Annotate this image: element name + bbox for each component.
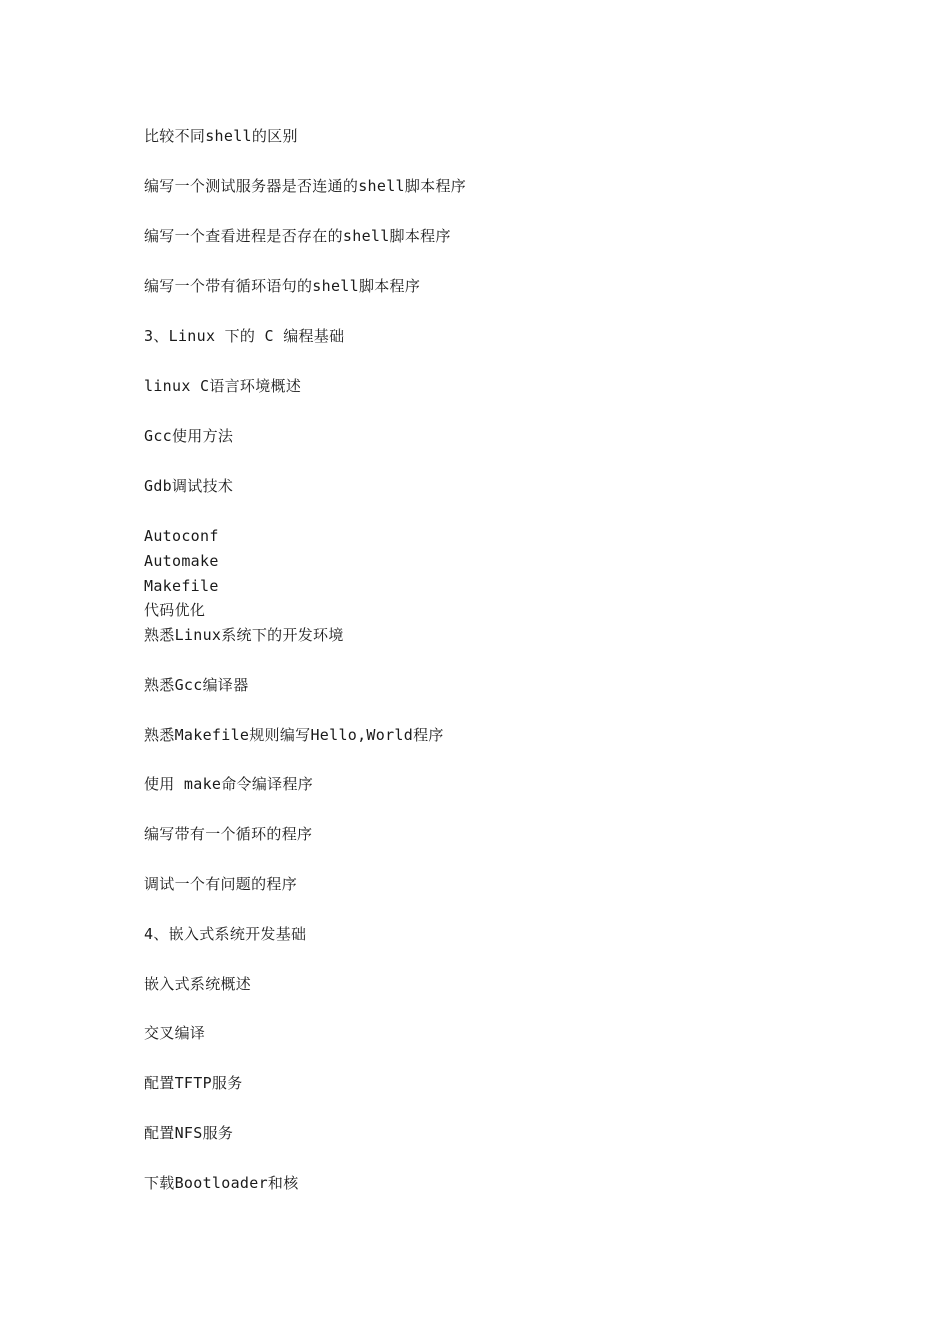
text-line: 下载Bootloader和核 xyxy=(144,1174,299,1192)
text-line: 熟悉Makefile规则编写Hello,World程序 xyxy=(144,726,444,744)
text-line: 交叉编译 xyxy=(144,1024,206,1042)
text-line: linux C语言环境概述 xyxy=(144,377,302,395)
text-line: 比较不同shell的区别 xyxy=(144,127,298,145)
text-line: Automake xyxy=(144,552,219,570)
text-line: 编写带有一个循环的程序 xyxy=(144,825,313,843)
text-line: 配置TFTP服务 xyxy=(144,1074,243,1092)
text-line: Gdb调试技术 xyxy=(144,477,234,495)
text-line: 编写一个带有循环语句的shell脚本程序 xyxy=(144,277,421,295)
text-line: 配置NFS服务 xyxy=(144,1124,234,1142)
text-line: 编写一个查看进程是否存在的shell脚本程序 xyxy=(144,227,451,245)
text-line: 熟悉Gcc编译器 xyxy=(144,676,249,694)
section-heading: 4、嵌入式系统开发基础 xyxy=(144,925,307,943)
section-heading: 3、Linux 下的 C 编程基础 xyxy=(144,327,345,345)
text-line: Makefile xyxy=(144,577,219,595)
text-line: 编写一个测试服务器是否连通的shell脚本程序 xyxy=(144,177,467,195)
text-line: 代码优化 xyxy=(144,601,206,619)
text-line: 使用 make命令编译程序 xyxy=(144,775,314,793)
text-line: Autoconf xyxy=(144,527,219,545)
text-line: 嵌入式系统概述 xyxy=(144,975,252,993)
text-line: Gcc使用方法 xyxy=(144,427,234,445)
text-line: 熟悉Linux系统下的开发环境 xyxy=(144,626,344,644)
text-line: 调试一个有问题的程序 xyxy=(144,875,298,893)
